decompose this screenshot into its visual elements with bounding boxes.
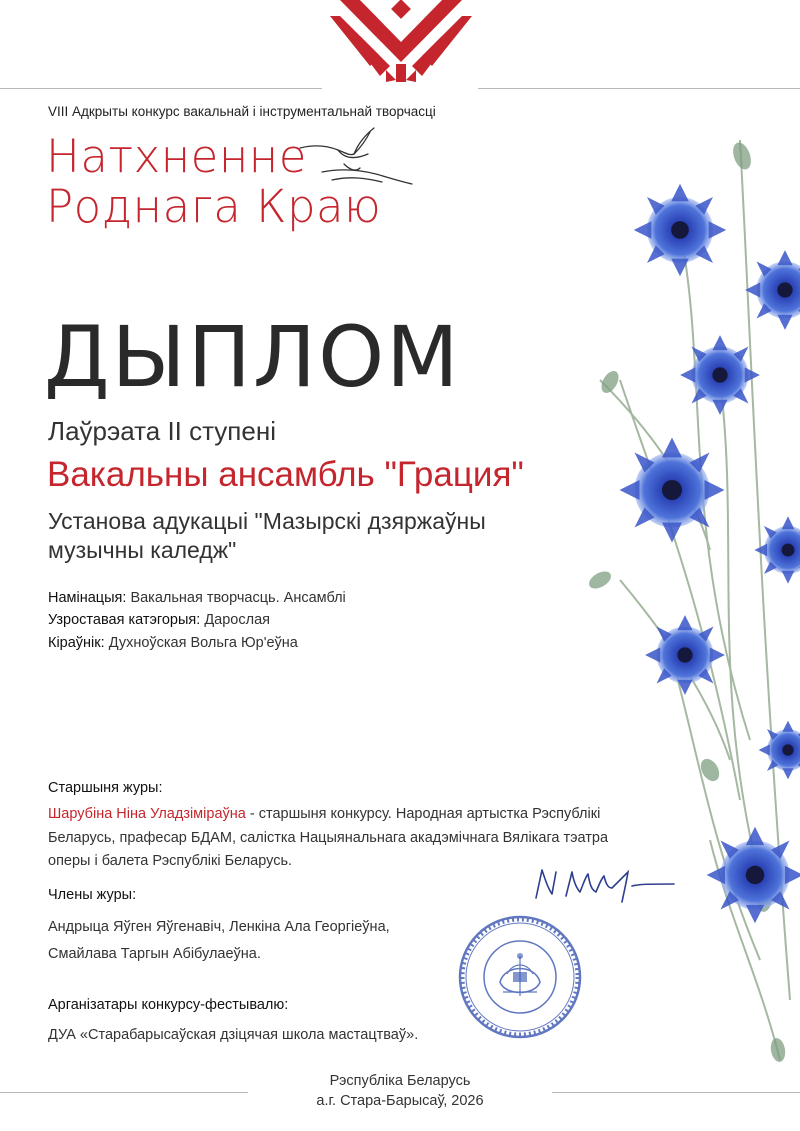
age-category-value: Дарослая [204, 612, 270, 628]
top-rule-right [478, 88, 800, 89]
footer-city-year: а.г. Стара-Барысаў, 2026 [316, 1093, 484, 1109]
signature-icon [528, 858, 688, 914]
age-category-label: Узроставая катэгорыя: [48, 612, 201, 628]
official-stamp-icon [455, 912, 585, 1042]
laureate-degree: Лаўрэата ІІ ступені [48, 416, 276, 446]
organizers-heading: Арганізатары конкурсу-фестывалю: [48, 997, 289, 1013]
ensemble-name: Вакальны ансамбль "Грация" [47, 455, 524, 494]
head-value: Духноўская Вольга Юр'еўна [108, 635, 298, 651]
crane-logo-icon [298, 124, 416, 192]
nomination-value: Вакальная творчасць. Ансамблі [130, 590, 346, 606]
jury-chair-heading: Старшыня журы: [48, 780, 163, 796]
head-label: Кіраўнік: [48, 635, 105, 651]
top-rule-left [0, 88, 322, 89]
nomination-label: Намінацыя: [48, 590, 127, 606]
institution-name: Установа адукацыі "Мазырскі дзяржаўны музычны каледж" [48, 508, 486, 563]
jury-chair-description: - старшыня конкурсу. Народная артыстка Рэспублікі Беларусь, прафесар БДАМ, салістка Нацыянальнага акадэмічнага Вялікага тэатра оперы і балета Рэспублікі Беларусь. [48, 806, 609, 869]
contest-line: VIII Адкрыты конкурс вакальнай і інструментальнай творчасці [48, 104, 436, 119]
organizers-value: ДУА «Старабарысаўская дзіцячая школа мастацтваў». [48, 1027, 419, 1043]
footer-country: Рэспубліка Беларусь [329, 1073, 471, 1089]
nomination-row [48, 590, 346, 606]
cornflower-decoration-icon [560, 120, 800, 1120]
age-category-row [48, 612, 270, 628]
jury-members-line1: Андрыца Яўген Яўгенавіч, Ленкіна Ала Георгіеўна, [48, 919, 390, 935]
ornament-icon [330, 0, 472, 82]
jury-chair-name: Шарубіна Ніна Уладзіміраўна [48, 806, 246, 822]
head-row [48, 635, 298, 651]
brand-title-line1: Натхненне [46, 130, 307, 183]
jury-members-line2: Смайлава Таргын Абібулаеўна. [48, 946, 261, 962]
jury-members-text [48, 914, 468, 968]
brand-title-line2: Роднага Краю [46, 180, 382, 233]
diploma-title: ДЫПЛОМ [44, 308, 461, 406]
footer-place [250, 1071, 550, 1111]
bottom-rule-left [0, 1092, 248, 1093]
jury-members-heading: Члены журы: [48, 887, 137, 903]
